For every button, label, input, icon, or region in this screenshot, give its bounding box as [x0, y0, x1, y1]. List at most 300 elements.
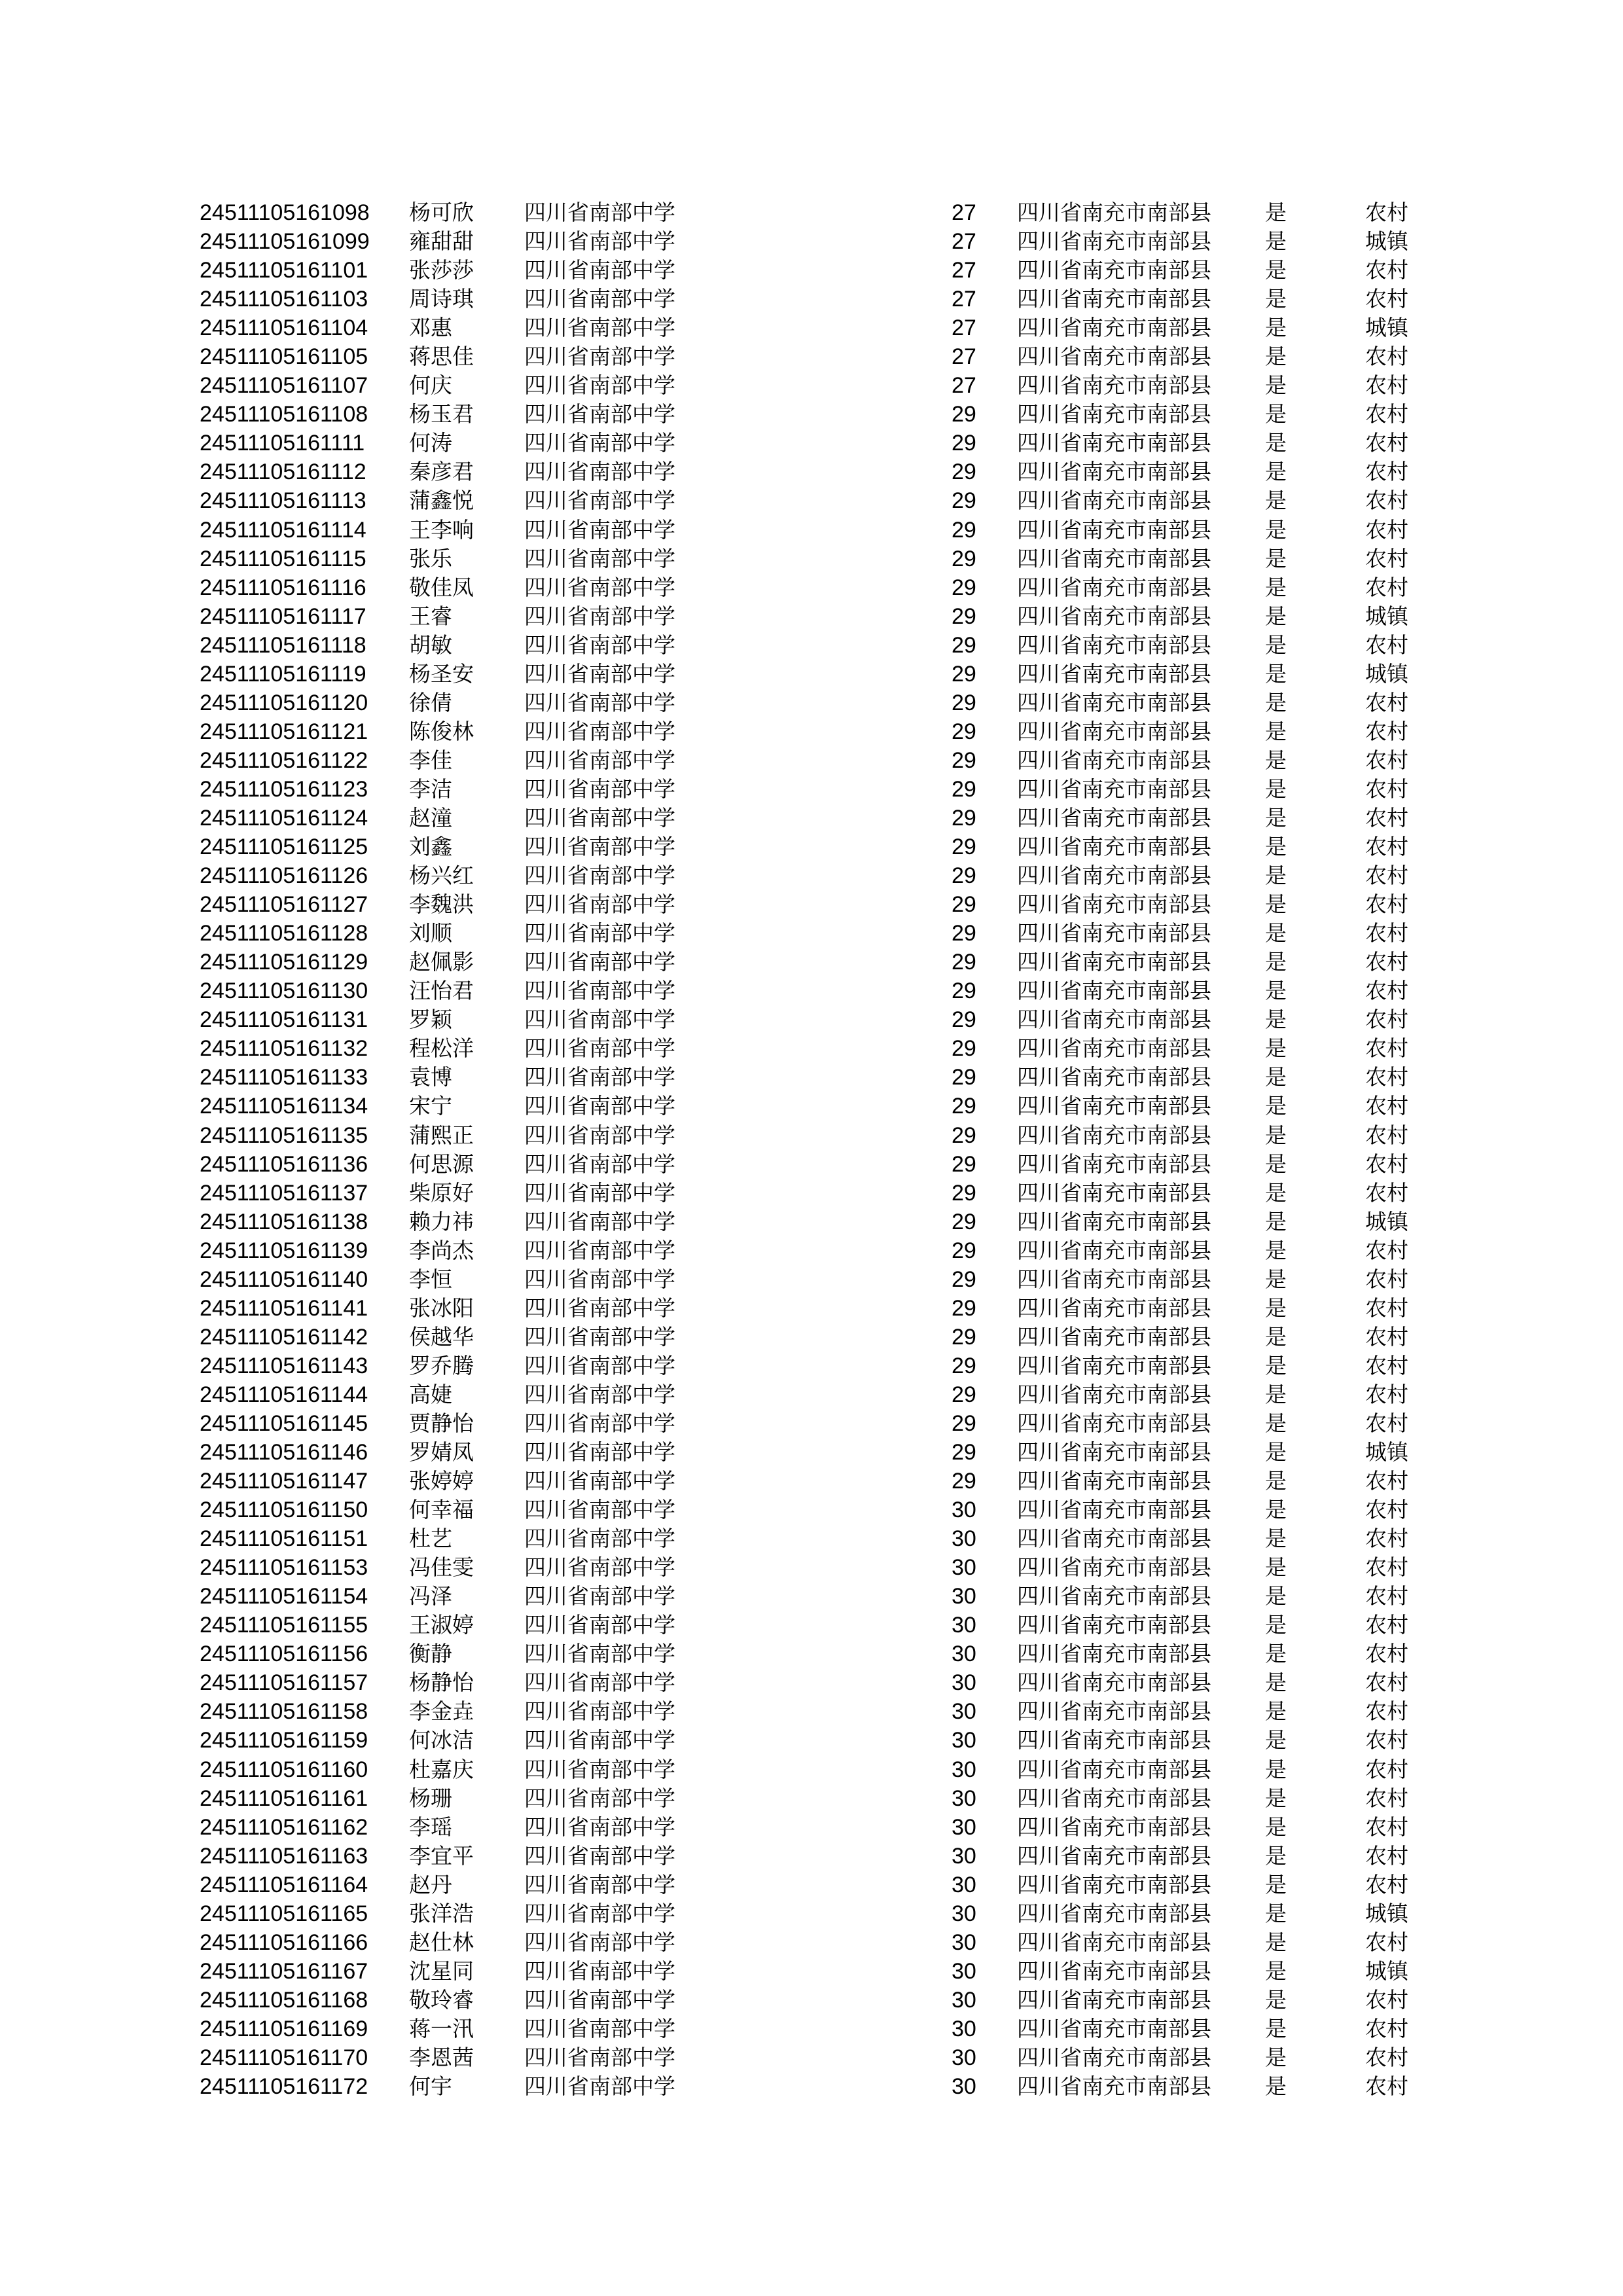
- table-row: [200, 227, 1443, 256]
- household-type-cell: 农村: [1365, 1698, 1408, 1725]
- score-cell: 30: [952, 1814, 976, 1840]
- table-row: [200, 573, 1443, 602]
- flag-cell: 是: [1265, 1727, 1287, 1753]
- flag-cell: 是: [1265, 1785, 1287, 1811]
- household-type-cell: 农村: [1365, 1295, 1408, 1321]
- flag-cell: 是: [1265, 1698, 1287, 1725]
- student-id-cell: 24511105161108: [200, 402, 368, 427]
- region-cell: 四川省南充市南部县: [1017, 574, 1211, 600]
- flag-cell: 是: [1265, 2015, 1287, 2041]
- student-name-cell: 秦彦君: [409, 459, 474, 485]
- household-type-cell: 农村: [1365, 1179, 1408, 1206]
- region-cell: 四川省南充市南部县: [1017, 1929, 1211, 1955]
- flag-cell: 是: [1265, 315, 1287, 341]
- region-cell: 四川省南充市南部县: [1017, 1526, 1211, 1552]
- region-cell: 四川省南充市南部县: [1017, 718, 1211, 744]
- household-type-cell: 农村: [1365, 1842, 1408, 1869]
- household-type-cell: 农村: [1365, 891, 1408, 918]
- student-id-cell: 24511105161135: [200, 1122, 368, 1148]
- student-id-cell: 24511105161158: [200, 1699, 368, 1725]
- region-cell: 四川省南充市南部县: [1017, 1554, 1211, 1581]
- region-cell: 四川省南充市南部县: [1017, 1958, 1211, 1984]
- table-row: [200, 371, 1443, 400]
- school-cell: 四川省南部中学: [524, 516, 675, 543]
- student-name-cell: 蒲鑫悦: [409, 488, 474, 514]
- student-name-cell: 杜嘉庆: [409, 1756, 474, 1782]
- student-id-cell: 24511105161147: [200, 1469, 368, 1494]
- student-name-cell: 贾静怡: [409, 1410, 474, 1436]
- score-cell: 29: [952, 632, 976, 658]
- score-cell: 29: [952, 1094, 976, 1119]
- score-cell: 30: [952, 1699, 976, 1725]
- school-cell: 四川省南部中学: [524, 2045, 675, 2070]
- household-type-cell: 农村: [1365, 2015, 1408, 2041]
- flag-cell: 是: [1265, 1410, 1287, 1436]
- student-name-cell: 邓惠: [409, 315, 452, 341]
- student-id-cell: 24511105161136: [200, 1151, 368, 1177]
- household-type-cell: 农村: [1365, 2073, 1408, 2100]
- student-id-cell: 24511105161129: [200, 950, 368, 975]
- student-id-cell: 24511105161155: [200, 1613, 368, 1638]
- student-name-cell: 李宜平: [409, 1842, 474, 1869]
- region-cell: 四川省南充市南部县: [1017, 1122, 1211, 1148]
- table-row: [200, 2043, 1443, 2072]
- flag-cell: 是: [1265, 1352, 1287, 1378]
- student-name-cell: 李瑶: [409, 1814, 452, 1840]
- table-row: [200, 1121, 1443, 1150]
- region-cell: 四川省南充市南部县: [1017, 949, 1211, 975]
- score-cell: 29: [952, 950, 976, 975]
- student-id-cell: 24511105161157: [200, 1670, 368, 1696]
- table-row: [200, 833, 1443, 861]
- household-type-cell: 农村: [1365, 747, 1408, 773]
- student-name-cell: 李金垚: [409, 1698, 474, 1725]
- school-cell: 四川省南部中学: [524, 718, 675, 744]
- flag-cell: 是: [1265, 1871, 1287, 1897]
- score-cell: 30: [952, 1872, 976, 1897]
- school-cell: 四川省南部中学: [524, 1958, 675, 1984]
- score-cell: 30: [952, 1901, 976, 1926]
- school-cell: 四川省南部中学: [524, 286, 675, 312]
- region-cell: 四川省南充市南部县: [1017, 1842, 1211, 1869]
- table-row: [200, 1034, 1443, 1063]
- flag-cell: 是: [1265, 1468, 1287, 1494]
- student-id-cell: 24511105161125: [200, 834, 368, 860]
- table-row: [200, 1063, 1443, 1092]
- student-id-cell: 24511105161137: [200, 1180, 368, 1206]
- table-row: [200, 1179, 1443, 1208]
- region-cell: 四川省南充市南部县: [1017, 1295, 1211, 1321]
- region-cell: 四川省南充市南部县: [1017, 401, 1211, 427]
- flag-cell: 是: [1265, 1526, 1287, 1552]
- student-name-cell: 张莎莎: [409, 257, 474, 283]
- student-id-cell: 24511105161113: [200, 488, 366, 514]
- school-cell: 四川省南部中学: [524, 1208, 675, 1234]
- student-name-cell: 赵佩影: [409, 949, 474, 975]
- student-name-cell: 何宇: [409, 2073, 452, 2100]
- student-id-cell: 24511105161107: [200, 373, 368, 399]
- region-cell: 四川省南充市南部县: [1017, 430, 1211, 456]
- student-id-cell: 24511105161115: [200, 546, 366, 571]
- flag-cell: 是: [1265, 1497, 1287, 1523]
- school-cell: 四川省南部中学: [524, 1497, 675, 1523]
- flag-cell: 是: [1265, 718, 1287, 744]
- score-cell: 29: [952, 719, 976, 744]
- score-cell: 29: [952, 488, 976, 514]
- school-cell: 四川省南部中学: [524, 863, 675, 889]
- student-name-cell: 柴原好: [409, 1179, 474, 1206]
- region-cell: 四川省南充市南部县: [1017, 1698, 1211, 1725]
- student-name-cell: 雍甜甜: [409, 228, 474, 255]
- student-id-cell: 24511105161124: [200, 805, 368, 831]
- school-cell: 四川省南部中学: [524, 603, 675, 629]
- table-row: [200, 948, 1443, 977]
- student-name-cell: 冯泽: [409, 1583, 452, 1609]
- household-type-cell: 城镇: [1365, 1439, 1408, 1465]
- region-cell: 四川省南充市南部县: [1017, 1035, 1211, 1062]
- score-cell: 30: [952, 1670, 976, 1696]
- score-cell: 30: [952, 1498, 976, 1523]
- student-name-cell: 敬佳凤: [409, 574, 474, 600]
- table-row: [200, 1784, 1443, 1813]
- score-cell: 30: [952, 1728, 976, 1753]
- region-cell: 四川省南充市南部县: [1017, 2073, 1211, 2100]
- household-type-cell: 农村: [1365, 574, 1408, 600]
- household-type-cell: 农村: [1365, 1986, 1408, 2013]
- student-name-cell: 敬玲睿: [409, 1986, 474, 2013]
- student-name-cell: 蒋思佳: [409, 344, 474, 370]
- student-name-cell: 何涛: [409, 430, 452, 456]
- student-name-cell: 杨可欣: [409, 200, 474, 225]
- region-cell: 四川省南充市南部县: [1017, 1439, 1211, 1465]
- score-cell: 29: [952, 776, 976, 802]
- table-row: [200, 631, 1443, 660]
- school-cell: 四川省南部中学: [524, 2073, 675, 2100]
- flag-cell: 是: [1265, 776, 1287, 802]
- student-id-cell: 24511105161170: [200, 2045, 368, 2070]
- school-cell: 四川省南部中学: [524, 804, 675, 831]
- score-cell: 30: [952, 2045, 976, 2070]
- flag-cell: 是: [1265, 1295, 1287, 1321]
- student-id-cell: 24511105161141: [200, 1295, 368, 1321]
- score-cell: 29: [952, 690, 976, 715]
- school-cell: 四川省南部中学: [524, 1151, 675, 1177]
- household-type-cell: 城镇: [1365, 603, 1408, 629]
- score-cell: 29: [952, 1122, 976, 1148]
- student-id-cell: 24511105161132: [200, 1036, 368, 1062]
- region-cell: 四川省南充市南部县: [1017, 1266, 1211, 1292]
- region-cell: 四川省南充市南部县: [1017, 689, 1211, 715]
- region-cell: 四川省南充市南部县: [1017, 228, 1211, 255]
- region-cell: 四川省南充市南部县: [1017, 545, 1211, 571]
- student-id-cell: 24511105161169: [200, 2016, 368, 2041]
- flag-cell: 是: [1265, 1958, 1287, 1984]
- student-id-cell: 24511105161143: [200, 1353, 368, 1378]
- student-name-cell: 张洋浩: [409, 1900, 474, 1926]
- household-type-cell: 农村: [1365, 1612, 1408, 1638]
- score-cell: 27: [952, 229, 976, 255]
- school-cell: 四川省南部中学: [524, 430, 675, 456]
- region-cell: 四川省南充市南部县: [1017, 257, 1211, 283]
- household-type-cell: 农村: [1365, 632, 1408, 658]
- region-cell: 四川省南充市南部县: [1017, 804, 1211, 831]
- table-row: [200, 1842, 1443, 1871]
- student-id-cell: 24511105161144: [200, 1382, 368, 1407]
- region-cell: 四川省南充市南部县: [1017, 1785, 1211, 1811]
- flag-cell: 是: [1265, 1929, 1287, 1955]
- score-cell: 30: [952, 1958, 976, 1984]
- student-name-cell: 衡静: [409, 1641, 452, 1667]
- table-row: [200, 1352, 1443, 1380]
- household-type-cell: 农村: [1365, 401, 1408, 427]
- table-row: [200, 1813, 1443, 1842]
- region-cell: 四川省南充市南部县: [1017, 1179, 1211, 1206]
- household-type-cell: 农村: [1365, 978, 1408, 1004]
- score-cell: 30: [952, 1987, 976, 2013]
- flag-cell: 是: [1265, 632, 1287, 658]
- school-cell: 四川省南部中学: [524, 1410, 675, 1436]
- region-cell: 四川省南充市南部县: [1017, 516, 1211, 543]
- student-name-cell: 杨兴红: [409, 863, 474, 889]
- student-name-cell: 赖力祎: [409, 1208, 474, 1234]
- region-cell: 四川省南充市南部县: [1017, 1986, 1211, 2013]
- flag-cell: 是: [1265, 488, 1287, 514]
- table-row: [200, 775, 1443, 804]
- household-type-cell: 农村: [1365, 1497, 1408, 1523]
- table-row: [200, 717, 1443, 746]
- table-row: [200, 1668, 1443, 1697]
- household-type-cell: 城镇: [1365, 315, 1408, 341]
- student-name-cell: 宋宁: [409, 1093, 452, 1119]
- household-type-cell: 城镇: [1365, 660, 1408, 687]
- score-cell: 29: [952, 1469, 976, 1494]
- region-cell: 四川省南充市南部县: [1017, 286, 1211, 312]
- flag-cell: 是: [1265, 834, 1287, 860]
- table-row: [200, 2072, 1443, 2101]
- flag-cell: 是: [1265, 401, 1287, 427]
- flag-cell: 是: [1265, 1814, 1287, 1840]
- school-cell: 四川省南部中学: [524, 776, 675, 802]
- student-name-cell: 冯佳雯: [409, 1554, 474, 1581]
- household-type-cell: 农村: [1365, 1266, 1408, 1292]
- student-id-cell: 24511105161123: [200, 776, 368, 802]
- region-cell: 四川省南充市南部县: [1017, 863, 1211, 889]
- score-cell: 29: [952, 1324, 976, 1350]
- household-type-cell: 农村: [1365, 257, 1408, 283]
- region-cell: 四川省南充市南部县: [1017, 1410, 1211, 1436]
- student-id-cell: 24511105161133: [200, 1065, 368, 1090]
- region-cell: 四川省南充市南部县: [1017, 1468, 1211, 1494]
- score-cell: 29: [952, 459, 976, 485]
- student-name-cell: 何庆: [409, 372, 452, 399]
- school-cell: 四川省南部中学: [524, 1007, 675, 1033]
- region-cell: 四川省南充市南部县: [1017, 1497, 1211, 1523]
- region-cell: 四川省南充市南部县: [1017, 776, 1211, 802]
- student-id-cell: 24511105161122: [200, 747, 368, 773]
- student-id-cell: 24511105161126: [200, 863, 368, 889]
- household-type-cell: 城镇: [1365, 228, 1408, 255]
- household-type-cell: 农村: [1365, 949, 1408, 975]
- student-name-cell: 侯越华: [409, 1323, 474, 1350]
- student-name-cell: 罗颖: [409, 1007, 452, 1033]
- score-cell: 29: [952, 517, 976, 543]
- student-id-cell: 24511105161111: [200, 431, 365, 456]
- region-cell: 四川省南充市南部县: [1017, 632, 1211, 658]
- region-cell: 四川省南充市南部县: [1017, 200, 1211, 225]
- region-cell: 四川省南充市南部县: [1017, 2045, 1211, 2070]
- region-cell: 四川省南充市南部县: [1017, 488, 1211, 514]
- score-cell: 29: [952, 1353, 976, 1378]
- region-cell: 四川省南充市南部县: [1017, 1093, 1211, 1119]
- household-type-cell: 农村: [1365, 200, 1408, 225]
- score-cell: 29: [952, 1295, 976, 1321]
- household-type-cell: 农村: [1365, 1727, 1408, 1753]
- school-cell: 四川省南部中学: [524, 372, 675, 399]
- flag-cell: 是: [1265, 372, 1287, 399]
- table-row: [200, 1611, 1443, 1640]
- flag-cell: 是: [1265, 1900, 1287, 1926]
- flag-cell: 是: [1265, 1179, 1287, 1206]
- flag-cell: 是: [1265, 1554, 1287, 1581]
- student-name-cell: 汪怡君: [409, 978, 474, 1004]
- household-type-cell: 农村: [1365, 344, 1408, 370]
- household-type-cell: 农村: [1365, 1007, 1408, 1033]
- household-type-cell: 农村: [1365, 834, 1408, 860]
- school-cell: 四川省南部中学: [524, 1612, 675, 1638]
- school-cell: 四川省南部中学: [524, 1842, 675, 1869]
- school-cell: 四川省南部中学: [524, 1526, 675, 1552]
- region-cell: 四川省南充市南部县: [1017, 1814, 1211, 1840]
- school-cell: 四川省南部中学: [524, 920, 675, 946]
- score-cell: 29: [952, 978, 976, 1004]
- student-name-cell: 何思源: [409, 1151, 474, 1177]
- student-id-cell: 24511105161131: [200, 1007, 368, 1033]
- student-name-cell: 陈俊林: [409, 718, 474, 744]
- school-cell: 四川省南部中学: [524, 1814, 675, 1840]
- region-cell: 四川省南充市南部县: [1017, 1007, 1211, 1033]
- score-cell: 29: [952, 1238, 976, 1263]
- region-cell: 四川省南充市南部县: [1017, 603, 1211, 629]
- score-cell: 30: [952, 1555, 976, 1581]
- student-id-cell: 24511105161160: [200, 1757, 368, 1782]
- household-type-cell: 农村: [1365, 286, 1408, 312]
- region-cell: 四川省南充市南部县: [1017, 834, 1211, 860]
- score-cell: 27: [952, 258, 976, 283]
- school-cell: 四川省南部中学: [524, 1468, 675, 1494]
- flag-cell: 是: [1265, 1064, 1287, 1090]
- school-cell: 四川省南部中学: [524, 1381, 675, 1407]
- flag-cell: 是: [1265, 1612, 1287, 1638]
- table-row: [200, 1208, 1443, 1236]
- student-name-cell: 程松洋: [409, 1035, 474, 1062]
- student-id-cell: 24511105161166: [200, 1929, 368, 1955]
- score-cell: 27: [952, 315, 976, 341]
- school-cell: 四川省南部中学: [524, 1035, 675, 1062]
- household-type-cell: 农村: [1365, 1352, 1408, 1378]
- student-id-cell: 24511105161138: [200, 1209, 368, 1234]
- flag-cell: 是: [1265, 1381, 1287, 1407]
- student-name-cell: 李尚杰: [409, 1237, 474, 1263]
- household-type-cell: 农村: [1365, 1035, 1408, 1062]
- region-cell: 四川省南充市南部县: [1017, 1064, 1211, 1090]
- student-id-cell: 24511105161151: [200, 1526, 368, 1552]
- table-row: [200, 1524, 1443, 1553]
- region-cell: 四川省南充市南部县: [1017, 1756, 1211, 1782]
- flag-cell: 是: [1265, 747, 1287, 773]
- region-cell: 四川省南充市南部县: [1017, 1151, 1211, 1177]
- table-row: [200, 977, 1443, 1005]
- flag-cell: 是: [1265, 1035, 1287, 1062]
- region-cell: 四川省南充市南部县: [1017, 1381, 1211, 1407]
- student-name-cell: 徐倩: [409, 689, 452, 715]
- student-id-cell: 24511105161161: [200, 1785, 368, 1811]
- region-cell: 四川省南充市南部县: [1017, 459, 1211, 485]
- flag-cell: 是: [1265, 1641, 1287, 1667]
- household-type-cell: 农村: [1365, 1122, 1408, 1148]
- flag-cell: 是: [1265, 545, 1287, 571]
- region-cell: 四川省南充市南部县: [1017, 372, 1211, 399]
- student-id-cell: 24511105161103: [200, 287, 368, 312]
- student-name-cell: 张乐: [409, 545, 452, 571]
- school-cell: 四川省南部中学: [524, 1237, 675, 1263]
- score-cell: 30: [952, 1641, 976, 1667]
- household-type-cell: 农村: [1365, 718, 1408, 744]
- student-name-cell: 何冰洁: [409, 1727, 474, 1753]
- table-row: [200, 660, 1443, 689]
- household-type-cell: 农村: [1365, 1929, 1408, 1955]
- school-cell: 四川省南部中学: [524, 834, 675, 860]
- school-cell: 四川省南部中学: [524, 660, 675, 687]
- region-cell: 四川省南充市南部县: [1017, 1641, 1211, 1667]
- student-name-cell: 周诗琪: [409, 286, 474, 312]
- flag-cell: 是: [1265, 891, 1287, 918]
- flag-cell: 是: [1265, 200, 1287, 225]
- household-type-cell: 农村: [1365, 1410, 1408, 1436]
- student-id-cell: 24511105161098: [200, 200, 370, 225]
- student-id-cell: 24511105161130: [200, 978, 368, 1004]
- school-cell: 四川省南部中学: [524, 488, 675, 514]
- school-cell: 四川省南部中学: [524, 1785, 675, 1811]
- student-id-cell: 24511105161150: [200, 1498, 368, 1523]
- student-id-cell: 24511105161134: [200, 1094, 368, 1119]
- table-row: [200, 1150, 1443, 1179]
- table-row: [200, 689, 1443, 717]
- score-cell: 30: [952, 1584, 976, 1609]
- household-type-cell: 农村: [1365, 372, 1408, 399]
- school-cell: 四川省南部中学: [524, 689, 675, 715]
- household-type-cell: 城镇: [1365, 1208, 1408, 1234]
- flag-cell: 是: [1265, 1237, 1287, 1263]
- flag-cell: 是: [1265, 978, 1287, 1004]
- school-cell: 四川省南部中学: [524, 1698, 675, 1725]
- region-cell: 四川省南充市南部县: [1017, 1208, 1211, 1234]
- school-cell: 四川省南部中学: [524, 632, 675, 658]
- table-row: [200, 1582, 1443, 1611]
- student-name-cell: 李佳: [409, 747, 452, 773]
- school-cell: 四川省南部中学: [524, 459, 675, 485]
- flag-cell: 是: [1265, 228, 1287, 255]
- school-cell: 四川省南部中学: [524, 978, 675, 1004]
- score-cell: 27: [952, 200, 976, 225]
- region-cell: 四川省南充市南部县: [1017, 1727, 1211, 1753]
- student-id-cell: 24511105161117: [200, 603, 366, 629]
- table-row: [200, 602, 1443, 631]
- flag-cell: 是: [1265, 603, 1287, 629]
- table-row: [200, 1899, 1443, 1928]
- household-type-cell: 农村: [1365, 1093, 1408, 1119]
- flag-cell: 是: [1265, 1266, 1287, 1292]
- student-name-cell: 杜艺: [409, 1526, 452, 1552]
